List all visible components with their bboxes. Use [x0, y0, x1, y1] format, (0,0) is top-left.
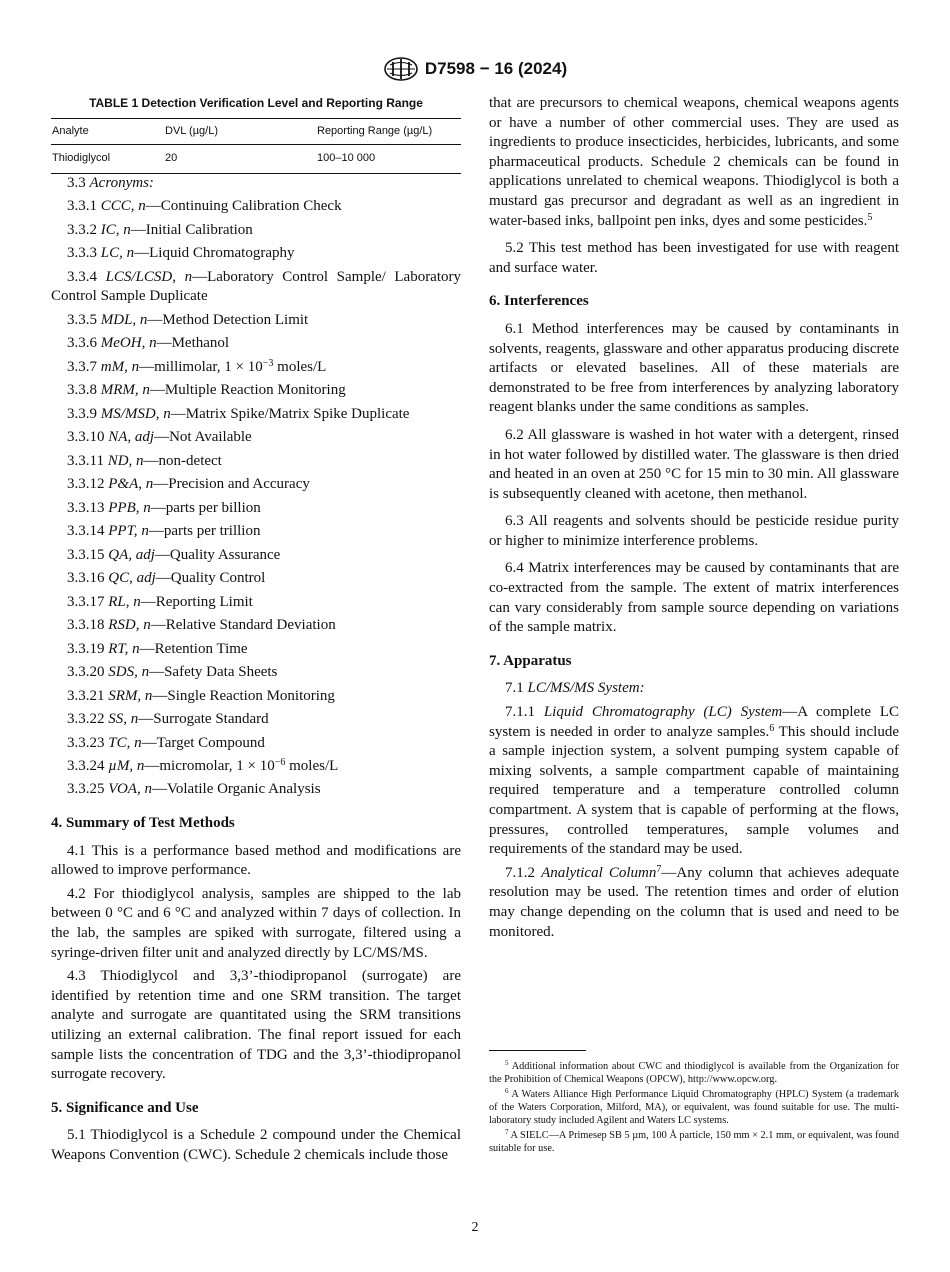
footnote-ref: 6 — [769, 722, 775, 734]
acronym-definition: —Methanol — [156, 335, 230, 352]
acronym-definition: —Quality Control — [155, 570, 266, 587]
part-of-speech: n — [145, 476, 154, 493]
section-number: 3.3.21 — [67, 687, 105, 704]
footnote-rule — [489, 1050, 586, 1051]
part-of-speech: n — [130, 711, 139, 728]
acronym-item — [51, 197, 461, 217]
acronym-definition: —parts per trillion — [148, 523, 261, 540]
footnote-text: A SIELC—A Primesep SB 5 µm, 100 Å particle, 150 mm × 2.1 mm, or equivalent, was found suitable for use. — [489, 1130, 899, 1154]
acronym-item — [51, 221, 461, 241]
paragraph-text: —Any column that achieves adequate resolution may be used. The retention times and order of elution may change depending on the column that is used and need to be monitored. — [489, 864, 899, 940]
part-of-speech: n — [134, 734, 142, 751]
acronym-term: VOA, — [108, 781, 141, 798]
acronym-definition: —Multiple Reaction Monitoring — [149, 382, 346, 399]
acronym-term: ND, — [107, 452, 133, 469]
section-number: 3.3.12 — [67, 476, 105, 493]
acronym-item — [51, 244, 461, 264]
acronym-term: CCC, — [100, 198, 135, 215]
acronym-item — [51, 334, 461, 354]
acronym-definition: —Laboratory Control Sample/ Laboratory Control Sample Duplicate — [51, 268, 462, 305]
footnote-number: 6 — [505, 1087, 509, 1095]
paragraph-6-3: 6.3 All reagents and solvents should be pesticide residue purity or higher to minimize interference problems. — [489, 513, 899, 549]
acronym-item — [51, 452, 461, 472]
acronym-definition: —Method Detection Limit — [147, 311, 309, 328]
section-heading-7: 7. Apparatus — [489, 652, 572, 669]
acronym-item — [51, 522, 461, 542]
subsection-title: Analytical Column — [541, 864, 657, 881]
acronym-item — [51, 687, 461, 707]
section-number: 3.3.22 — [67, 711, 105, 728]
footnote-number: 7 — [505, 1128, 509, 1136]
acronym-item — [51, 268, 461, 307]
acronym-item — [51, 499, 461, 519]
part-of-speech: n — [126, 245, 135, 262]
part-of-speech: n — [139, 311, 148, 328]
table-header-row — [51, 118, 461, 145]
section-number: 3.3.3 — [67, 245, 97, 262]
subsection-title: Liquid Chromatography (LC) System — [543, 704, 783, 721]
acronym-term: QA, — [108, 546, 132, 563]
acronyms-heading — [51, 174, 461, 194]
section-number: 7.1.1 — [505, 704, 535, 721]
acronym-item — [51, 546, 461, 566]
acronym-item — [51, 358, 461, 378]
part-of-speech: adj — [135, 546, 155, 563]
acronym-item — [51, 780, 461, 800]
table-header-cell: Reporting Range (µg/L) — [316, 118, 461, 145]
section-number: 3.3.18 — [67, 617, 105, 634]
section-number: 3.3.15 — [67, 546, 105, 563]
acronym-item — [51, 616, 461, 636]
part-of-speech: n — [132, 640, 140, 657]
exponent: −6 — [274, 757, 286, 768]
paragraph-5-1-continuation — [489, 94, 899, 231]
paragraph-6-2: 6.2 All glassware is washed in hot water with a detergent, rinsed in hot water followed by distilled water. The glassware is then dried and heated in an oven at 250 °C for 15 min to 30 min. All glassware is subsequently cleaned with acetone, then methanol. — [489, 426, 899, 502]
part-of-speech: n — [143, 499, 151, 516]
paragraph-6-4: 6.4 Matrix interferences may be caused by contaminants that are co-extracted from the sample. The extent of matrix interferences can vary considerably from sample source depending on variations of the sample matrix. — [489, 560, 899, 636]
acronym-term: SRM, — [108, 687, 142, 704]
table-1 — [51, 94, 461, 174]
paragraph-5-1-text-continued: that are precursors to chemical weapons, chemical weapons agents or have a number of other commercial uses. They are used as ingredients to produce insecticides, herbicides, lubricants, and some pharmaceutical products. Schedule 2 chemicals can be found in applications unrelated to chemical weapons. Thiodiglycol is both a mustard gas precursor and degradant as well as an ingredient in water-based inks, ballpoint pen inks, dyes and some pesticides. — [489, 95, 899, 229]
part-of-speech: n — [136, 452, 144, 469]
footnote-6 — [489, 1088, 899, 1127]
section-number: 3.3.11 — [67, 452, 104, 469]
section-number: 7.1 — [505, 680, 524, 697]
acronym-definition: —non-detect — [143, 452, 222, 469]
acronym-item — [51, 663, 461, 683]
paragraph-7-1-2 — [489, 864, 899, 942]
table-cell: 20 — [164, 145, 316, 174]
left-column — [51, 94, 461, 1166]
acronym-definition: —Continuing Calibration Check — [145, 198, 342, 215]
acronym-item — [51, 757, 461, 777]
section-number: 3.3.2 — [67, 221, 97, 238]
acronym-term: PPT, — [108, 523, 138, 540]
section-number: 3.3.17 — [67, 593, 105, 610]
part-of-speech: n — [149, 335, 157, 352]
acronym-definition: —Retention Time — [139, 640, 248, 657]
acronym-term: RSD, — [108, 617, 140, 634]
acronym-list — [51, 197, 461, 800]
acronym-term: MRM, — [100, 382, 139, 399]
acronym-item — [51, 381, 461, 401]
astm-logo-icon — [383, 56, 419, 82]
section-number: 3.3.7 — [67, 358, 97, 375]
section-number: 3.3.8 — [67, 382, 97, 399]
acronym-item — [51, 710, 461, 730]
right-column — [489, 94, 899, 946]
section-number: 3.3.14 — [67, 523, 105, 540]
acronym-term: µM, — [108, 758, 134, 774]
acronym-term: MeOH, — [100, 335, 146, 352]
section-number: 3.3.20 — [67, 664, 105, 681]
part-of-speech: n — [136, 758, 145, 774]
paragraph-5-1 — [51, 1126, 461, 1165]
acronym-definition-unit: moles/L — [273, 358, 327, 375]
section-heading-5: 5. Significance and Use — [51, 1099, 199, 1116]
part-of-speech: adj — [136, 570, 156, 587]
exponent: −3 — [262, 357, 274, 369]
footnotes — [489, 1050, 899, 1157]
acronym-definition: —Liquid Chromatography — [134, 245, 295, 262]
acronym-definition: —Precision and Accuracy — [153, 476, 310, 493]
section-heading-6: 6. Interferences — [489, 293, 589, 310]
acronym-term: SS, — [108, 711, 127, 728]
acronym-term: NA, — [108, 429, 132, 446]
acronym-term: mM, — [100, 358, 128, 375]
part-of-speech: n — [144, 687, 153, 704]
part-of-speech: n — [133, 593, 141, 610]
footnote-text: A Waters Alliance High Performance Liquid Chromatography (HPLC) System (a trademark of the Waters Corporation, Milford, MA), or equivalent, was found suitable for use. The multi-laboratory study included Agilent and Waters LC systems. — [489, 1089, 899, 1126]
paragraph-7-1-1 — [489, 703, 899, 860]
table-title: TABLE 1 Detection Verification Level and Reporting Range — [89, 96, 423, 110]
acronym-term: P&A, — [108, 476, 142, 493]
acronym-term: RT, — [108, 640, 129, 657]
part-of-speech: adj — [134, 429, 155, 446]
acronym-definition: —Volatile Organic Analysis — [151, 781, 321, 798]
acronym-definition-unit: moles/L — [285, 758, 339, 774]
acronym-item — [51, 569, 461, 589]
paragraph-4-2: 4.2 For thiodiglycol analysis, samples are shipped to the lab between 0 °C and 6 °C and analyzed within 7 days of collection. In the lab, the samples are spiked with surrogate, filtered using a syringe-driven filter unit and analyzed directly by LC/MS/MS. — [51, 885, 461, 961]
acronym-item — [51, 311, 461, 331]
acronym-term: PPB, — [108, 499, 140, 516]
part-of-speech: n — [142, 382, 150, 399]
part-of-speech: n — [144, 781, 152, 798]
acronym-item — [51, 428, 461, 448]
paragraph-4-3: 4.3 Thiodiglycol and 3,3’-thiodipropanol (surrogate) are identified by retention time and one SRM transition. The target analyte and surrogate are quantitated using the SRM transitions utilizing an external calibration. The final report issued for each sample lists the concentration of TDG and the 3,3’-thiodipropanol surrogate recovery. — [51, 968, 461, 1083]
paragraph-text: This should include a sample injection system, a solvent pumping system capable of mixing solvents, a sample compartment capable of maintaining required temperature and a temperature controlled column compartment. A system that is capable of performing at the flows, pressures, controlled temperatures, sample volumes and requirements of the standard may be used. — [489, 723, 899, 858]
acronym-item — [51, 640, 461, 660]
acronym-item — [51, 405, 461, 425]
acronym-term: MS/MSD, — [100, 405, 160, 422]
acronym-term: QC, — [108, 570, 133, 587]
acronym-definition: —Initial Calibration — [130, 221, 253, 238]
acronym-definition: —Reporting Limit — [140, 593, 253, 610]
acronym-term: TC, — [108, 734, 131, 751]
part-of-speech: n — [141, 523, 149, 540]
acronym-definition: —Target Compound — [141, 734, 265, 751]
acronym-definition: —micromolar, 1 × 10 — [144, 758, 275, 774]
paragraph-5-2: 5.2 This test method has been investigated for use with reagent and surface water. — [489, 240, 899, 276]
acronym-item — [51, 475, 461, 495]
section-number: 3.3.6 — [67, 335, 97, 352]
part-of-speech: n — [163, 405, 171, 422]
footnote-ref: 5 — [867, 211, 873, 223]
acronym-definition: —Not Available — [154, 429, 252, 446]
section-number: 3.3.10 — [67, 429, 105, 446]
paragraph-6-1: 6.1 Method interferences may be caused by contaminants in solvents, reagents, glassware and other apparatus producing discrete artifacts or elevated baselines. All of these materials are demonstrated to be free from interferences by analyzing laboratory reagent blanks under the same conditions as samples. — [489, 320, 899, 416]
part-of-speech: n — [184, 268, 193, 285]
page-number: 2 — [471, 1220, 479, 1235]
acronym-item — [51, 593, 461, 613]
table-cell: Thiodiglycol — [51, 145, 164, 174]
paragraph-4-1: 4.1 This is a performance based method and modifications are allowed to improve performance. — [51, 842, 461, 879]
acronym-term: RL, — [108, 593, 130, 610]
section-number: 3.3.13 — [67, 499, 105, 516]
acronym-term: SDS, — [108, 664, 138, 681]
subsection-7-1 — [489, 679, 899, 699]
page-header — [0, 56, 950, 87]
acronym-term: IC, — [100, 221, 120, 238]
acronym-definition: —Surrogate Standard — [138, 711, 269, 728]
part-of-speech: n — [138, 198, 146, 215]
standard-designation: D7598 − 16 (2024) — [424, 59, 568, 78]
section-number: 3.3.23 — [67, 734, 105, 751]
paragraph-5-1-text: 5.1 Thiodiglycol is a Schedule 2 compound under the Chemical Weapons Convention (CWC). Schedule 2 chemicals include those — [51, 1127, 461, 1163]
section-number: 3.3.5 — [67, 311, 97, 328]
acronym-term: MDL, — [100, 311, 137, 328]
acronym-definition: —Relative Standard Deviation — [150, 617, 336, 634]
detection-table — [51, 118, 461, 174]
section-number: 3.3.4 — [67, 268, 97, 285]
part-of-speech: n — [143, 617, 151, 634]
acronym-term: LC, — [100, 245, 123, 262]
section-heading-4: 4. Summary of Test Methods — [51, 815, 235, 832]
section-number: 7.1.2 — [505, 864, 535, 881]
section-number: 3.3.19 — [67, 640, 105, 657]
footnote-number: 5 — [505, 1059, 509, 1067]
acronym-definition: —Single Reaction Monitoring — [152, 687, 335, 704]
footnote-ref: 7 — [656, 863, 662, 875]
section-number: 3.3.9 — [67, 405, 97, 422]
table-cell: 100–10 000 — [316, 145, 461, 174]
table-row — [51, 145, 461, 174]
part-of-speech: n — [123, 221, 131, 238]
subsection-title: LC/MS/MS System: — [527, 680, 645, 697]
acronym-definition: —Matrix Spike/Matrix Spike Duplicate — [170, 405, 410, 422]
footnote-5 — [489, 1060, 899, 1086]
section-number: 3.3.16 — [67, 570, 105, 587]
section-number: 3.3 — [67, 174, 86, 191]
acronym-definition: —millimolar, 1 × 10 — [139, 358, 263, 375]
acronym-item — [51, 734, 461, 754]
acronym-definition: —Quality Assurance — [154, 546, 281, 563]
section-number: 3.3.25 — [67, 781, 105, 798]
footnote-7 — [489, 1129, 899, 1155]
paragraph-text: —A complete LC system is needed in order to analyze samples. — [489, 704, 900, 740]
acronyms-heading-text: Acronyms: — [89, 174, 154, 191]
table-header-cell: DVL (µg/L) — [164, 118, 316, 145]
acronym-definition: —parts per billion — [150, 499, 261, 516]
section-number: 3.3.1 — [67, 198, 97, 215]
acronym-term: LCS/LCSD, — [105, 268, 177, 285]
part-of-speech: n — [131, 358, 140, 375]
section-number: 3.3.24 — [67, 758, 105, 774]
acronym-definition: —Safety Data Sheets — [149, 664, 278, 681]
footnote-text: Additional information about CWC and thiodiglycol is available from the Organization for the Prohibition of Chemical Weapons (OPCW), http://www.opcw.org. — [489, 1061, 899, 1085]
table-header-cell: Analyte — [51, 118, 164, 145]
part-of-speech: n — [141, 664, 150, 681]
